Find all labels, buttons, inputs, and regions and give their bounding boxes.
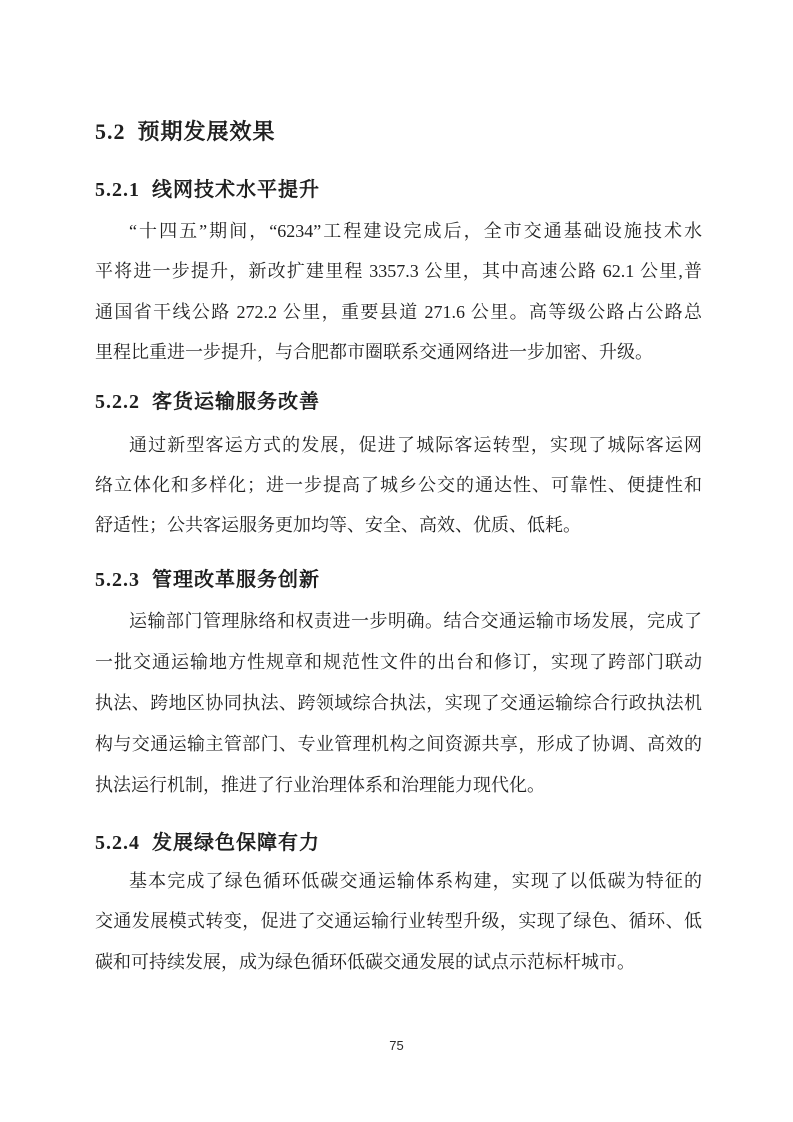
subsection-heading-523 [95,566,715,593]
paragraph-line: 交通发展模式转变，促进了交通运输行业转型升级，实现了绿色、循环、低 [95,911,702,931]
paragraph-line: 络立体化和多样化；进一步提高了城乡公交的通达性、可靠性、便捷性和 [95,475,702,495]
subsection-title: 客货运输服务改善 [152,389,320,413]
subsection-title: 管理改革服务创新 [152,567,320,591]
subsection-number: 5.2.1 [95,179,140,201]
paragraph-line: 通过新型客运方式的发展，促进了城际客运转型，实现了城际客运网 [129,435,702,455]
paragraph-line: 构与交通运输主管部门、专业管理机构之间资源共享，形成了协调、高效的 [95,734,702,754]
paragraph-line: 执法运行机制，推进了行业治理体系和治理能力现代化。 [95,775,545,795]
subsection-heading-522 [95,388,715,415]
subsection-heading-521 [95,176,715,203]
paragraph-line: 平将进一步提升，新改扩建里程 3357.3 公里，其中高速公路 62.1 公里,普 [95,261,702,281]
paragraph-line: 运输部门管理脉络和权责进一步明确。结合交通运输市场发展，完成了 [129,611,702,631]
section-title: 预期发展效果 [137,120,276,145]
subsection-number: 5.2.2 [95,391,140,413]
page-number: 75 [389,1038,404,1053]
subsection-title: 发展绿色保障有力 [152,830,320,854]
subsection-heading-524 [95,829,715,856]
paragraph-line: 碳和可持续发展，成为绿色循环低碳交通发展的试点示范标杆城市。 [95,952,635,972]
paragraph-line: “十四五”期间，“6234”工程建设完成后，全市交通基础设施技术水 [129,221,702,241]
paragraph-line: 基本完成了绿色循环低碳交通运输体系构建，实现了以低碳为特征的 [129,871,702,891]
paragraph-line: 通国省干线公路 272.2 公里，重要县道 271.6 公里。高等级公路占公路总 [95,302,702,322]
paragraph-line: 执法、跨地区协同执法、跨领域综合执法，实现了交通运输综合行政执法机 [95,693,702,713]
section-heading [95,118,715,147]
subsection-number: 5.2.3 [95,569,140,591]
paragraph-line: 里程比重进一步提升，与合肥都市圈联系交通网络进一步加密、升级。 [95,342,653,362]
paragraph-line: 一批交通运输地方性规章和规范性文件的出台和修订，实现了跨部门联动 [95,652,702,672]
subsection-title: 线网技术水平提升 [152,177,320,201]
section-number: 5.2 [95,119,126,144]
paragraph-line: 舒适性；公共客运服务更加均等、安全、高效、优质、低耗。 [95,515,581,535]
subsection-number: 5.2.4 [95,832,140,854]
